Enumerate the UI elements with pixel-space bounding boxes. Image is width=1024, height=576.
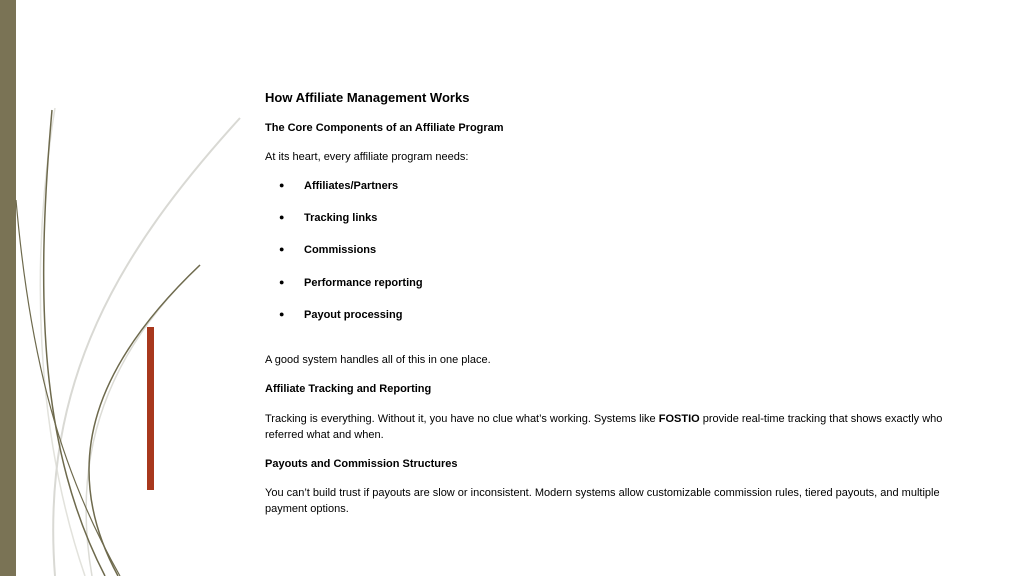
list-item-label: Affiliates/Partners xyxy=(304,180,399,192)
tracking-paragraph xyxy=(265,411,970,443)
brand-name: FOSTIO xyxy=(658,413,700,425)
section-heading-core-components: The Core Components of an Affiliate Program xyxy=(265,122,504,134)
list-item-label: Performance reporting xyxy=(304,277,423,289)
decorative-curves xyxy=(0,0,260,576)
section-outro: A good system handles all of this in one place. xyxy=(265,354,491,366)
bullet-icon: ● xyxy=(279,180,285,190)
page-title: How Affiliate Management Works xyxy=(265,90,470,105)
section-intro: At its heart, every affiliate program needs: xyxy=(265,151,469,163)
bullet-icon: ● xyxy=(279,212,285,222)
list-item-label: Commissions xyxy=(304,244,377,256)
tracking-text-start: Tracking is everything. Without it, you have no clue what’s working. Systems like xyxy=(265,413,659,425)
bullet-icon: ● xyxy=(279,244,285,254)
red-accent-bar xyxy=(147,327,154,490)
list-item-label: Payout processing xyxy=(304,309,403,321)
bullet-icon: ● xyxy=(279,277,285,287)
payouts-paragraph: You can’t build trust if payouts are slow or inconsistent. Modern systems allow customizable commission rules, tiered payouts, and multiple payment options. xyxy=(265,487,940,515)
bullet-icon: ● xyxy=(279,309,285,319)
section-heading-tracking: Affiliate Tracking and Reporting xyxy=(265,383,432,395)
curve-dark-2 xyxy=(89,265,200,576)
tracking-text-end: provide real-time tracking that shows exactly who referred what and when. xyxy=(265,413,943,441)
list-item-label: Tracking links xyxy=(304,212,378,224)
section-heading-payouts: Payouts and Commission Structures xyxy=(265,458,458,470)
